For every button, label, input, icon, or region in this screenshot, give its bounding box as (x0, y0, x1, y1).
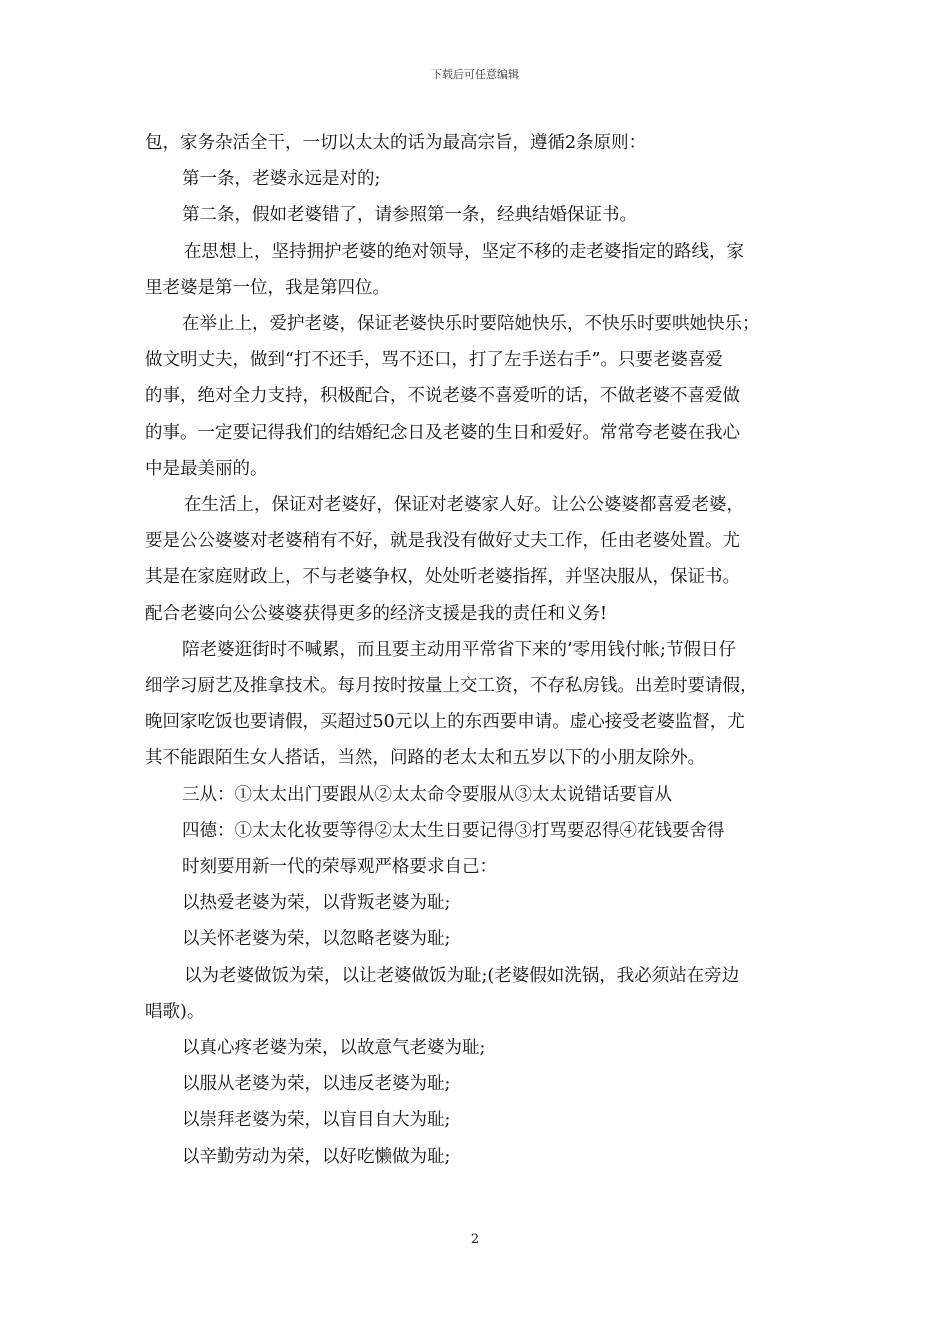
text-line: 以热爱老婆为荣，以背叛老婆为耻; (182, 893, 451, 914)
text-line: 三从：①太太出门要跟从②太太命令要服从③太太说错话要盲从 (182, 784, 672, 805)
text-line: 第一条，老婆永远是对的; (182, 169, 381, 190)
text-line: 以为老婆做饭为荣，以让老婆做饭为耻;(老婆假如洗锅，我必须站在旁边 (184, 965, 740, 986)
text-line: 四德：①太太化妆要等得②太太生日要记得③打骂要忍得④花钱要舍得 (182, 820, 725, 841)
text-line: 做文明丈夫，做到“打不还手，骂不还口，打了左手送右手”。只要老婆喜爱 (145, 350, 723, 371)
text-line: 晚回家吃饭也要请假，买超过50元以上的东西要申请。虚心接受老婆监督，尤 (145, 712, 745, 733)
text-line: 配合老婆向公公婆婆获得更多的经济支援是我的责任和义务! (145, 603, 608, 624)
text-line: 其是在家庭财政上，不与老婆争权，处处听老婆指挥，并坚决服从，保证书。 (145, 567, 740, 588)
text-line: 以服从老婆为荣，以违反老婆为耻; (182, 1074, 451, 1095)
text-line: 时刻要用新一代的荣辱观严格要求自己： (182, 857, 497, 878)
text-line: 里老婆是第一位，我是第四位。 (145, 277, 390, 298)
text-line: 以辛勤劳动为荣，以好吃懒做为耻; (182, 1146, 451, 1167)
text-line: 的事，绝对全力支持，积极配合，不说老婆不喜爱听的话，不做老婆不喜爱做 (145, 386, 740, 407)
text-line: 其不能跟陌生女人搭话，当然，问路的老太太和五岁以下的小朋友除外。 (145, 748, 705, 769)
text-line: 陪老婆逛街时不喊累，而且要主动用平常省下来的’零用钱付帐;节假日仔 (182, 639, 736, 660)
text-line: 唱歌)。 (145, 1001, 205, 1022)
text-line: 在思想上，坚持拥护老婆的绝对领导，坚定不移的走老婆指定的路线，家 (184, 241, 744, 262)
text-line: 以关怀老婆为荣，以忽略老婆为耻; (182, 929, 451, 950)
document-body (145, 125, 813, 1175)
text-line: 的事。一定要记得我们的结婚纪念日及老婆的生日和爱好。常常夸老婆在我心 (145, 422, 740, 443)
text-line: 在生活上，保证对老婆好，保证对老婆家人好。让公公婆婆都喜爱老婆， (184, 495, 744, 516)
text-line: 以崇拜老婆为荣，以盲目自大为耻; (182, 1110, 451, 1131)
text-line: 中是最美丽的。 (145, 458, 268, 479)
text-line: 包，家务杂活全干，一切以太太的话为最高宗旨，遵循2条原则： (145, 133, 647, 153)
text-line: 细学习厨艺及推拿技术。每月按时按量上交工资，不存私房钱。出差时要请假， (145, 676, 758, 697)
text-line: 在举止上，爱护老婆，保证老婆快乐时要陪她快乐，不快乐时要哄她快乐； (182, 314, 760, 335)
text-line: 第二条，假如老婆错了，请参照第一条，经典结婚保证书。 (182, 205, 637, 226)
text-line: 要是公公婆婆对老婆稍有不好，就是我没有做好丈夫工作，任由老婆处置。尤 (145, 531, 740, 552)
text-line: 以真心疼老婆为荣，以故意气老婆为耻; (182, 1038, 486, 1059)
page-header: 下载后可任意编辑 (431, 68, 519, 81)
page-number: 2 (470, 1232, 480, 1247)
